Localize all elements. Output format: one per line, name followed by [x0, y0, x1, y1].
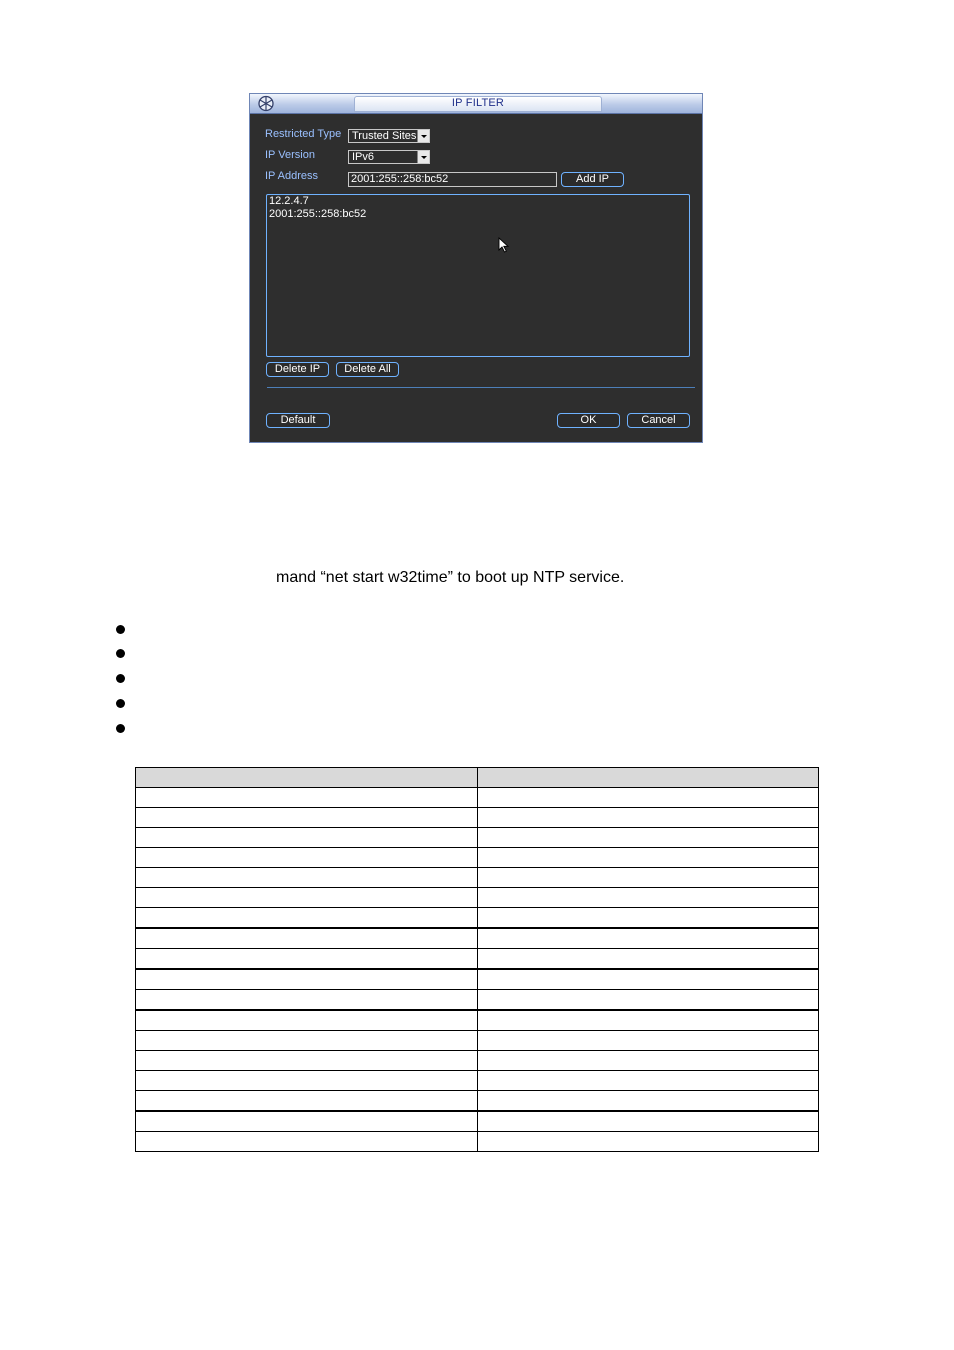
table-cell [478, 868, 819, 888]
table-row [136, 828, 819, 848]
table-row [136, 1071, 819, 1091]
bullet-icon [116, 674, 125, 683]
chevron-down-icon[interactable] [417, 151, 429, 163]
table-cell [478, 788, 819, 808]
table-cell [478, 949, 819, 970]
chevron-down-icon[interactable] [417, 130, 429, 142]
table-header-row [136, 768, 819, 788]
table-cell [136, 1091, 478, 1112]
list-item[interactable]: 2001:255::258:bc52 [269, 208, 367, 220]
table-cell [478, 1111, 819, 1132]
table-row [136, 908, 819, 929]
ip-version-select[interactable] [348, 150, 430, 164]
instruction-text: mand “net start w32time” to boot up NTP service. [276, 569, 625, 586]
ip-filter-dialog [249, 93, 703, 443]
table-cell [136, 1051, 478, 1071]
cancel-button[interactable]: Cancel [627, 413, 690, 428]
table-cell [478, 990, 819, 1011]
table-cell [478, 1010, 819, 1031]
empty-table [135, 767, 819, 1152]
ip-address-label: IP Address [265, 170, 318, 182]
table-row [136, 1010, 819, 1031]
table-cell [136, 828, 478, 848]
ok-button[interactable]: OK [557, 413, 620, 428]
table-row [136, 1051, 819, 1071]
table-cell [136, 808, 478, 828]
table-cell [478, 928, 819, 949]
table-cell [478, 1071, 819, 1091]
table-cell [478, 1132, 819, 1152]
table-cell [136, 908, 478, 929]
list-item[interactable]: 12.2.4.7 [269, 195, 309, 207]
bullet-icon [116, 625, 125, 634]
table-cell [136, 949, 478, 970]
app-logo-icon [257, 95, 275, 112]
table-row [136, 868, 819, 888]
table-cell [136, 1031, 478, 1051]
table-cell [478, 908, 819, 929]
delete-all-button[interactable]: Delete All [336, 362, 399, 377]
table-cell [136, 868, 478, 888]
table-row [136, 848, 819, 868]
table-cell [136, 969, 478, 990]
table-cell [478, 1091, 819, 1112]
table-row [136, 1132, 819, 1152]
table-cell [478, 848, 819, 868]
add-ip-button[interactable]: Add IP [561, 172, 624, 187]
table-row [136, 969, 819, 990]
default-button[interactable]: Default [266, 413, 330, 428]
delete-ip-button[interactable]: Delete IP [266, 362, 329, 377]
ip-version-label: IP Version [265, 149, 315, 161]
table-cell [136, 1132, 478, 1152]
table-row [136, 949, 819, 970]
table-row [136, 990, 819, 1011]
table-cell [478, 768, 819, 788]
dialog-title: IP FILTER [451, 97, 505, 109]
table-cell [478, 828, 819, 848]
table-cell [136, 1010, 478, 1031]
divider [267, 387, 695, 388]
table-cell [478, 969, 819, 990]
table-row [136, 1031, 819, 1051]
restricted-type-select[interactable] [348, 129, 430, 143]
table-cell [478, 808, 819, 828]
table-cell [136, 788, 478, 808]
table-cell [136, 928, 478, 949]
mouse-pointer-icon [498, 237, 509, 253]
dialog-titlebar [250, 94, 702, 114]
table-cell [136, 1111, 478, 1132]
table-row [136, 1111, 819, 1132]
restricted-type-label: Restricted Type [265, 128, 342, 140]
ip-list[interactable] [266, 194, 690, 357]
ip-address-input[interactable]: 2001:255::258:bc52 [348, 172, 557, 187]
bullet-icon [116, 724, 125, 733]
table-cell [136, 888, 478, 908]
table-cell [136, 768, 478, 788]
table-row [136, 808, 819, 828]
table-cell [478, 888, 819, 908]
ip-version-value: IPv6 [352, 151, 375, 163]
table-cell [136, 848, 478, 868]
table-cell [136, 990, 478, 1011]
table-row [136, 928, 819, 949]
table-row [136, 1091, 819, 1112]
table-cell [478, 1051, 819, 1071]
bullet-icon [116, 649, 125, 658]
table-cell [136, 1071, 478, 1091]
table-row [136, 888, 819, 908]
bullet-icon [116, 699, 125, 708]
table-cell [478, 1031, 819, 1051]
restricted-type-value: Trusted Sites [352, 130, 417, 142]
table-row [136, 788, 819, 808]
